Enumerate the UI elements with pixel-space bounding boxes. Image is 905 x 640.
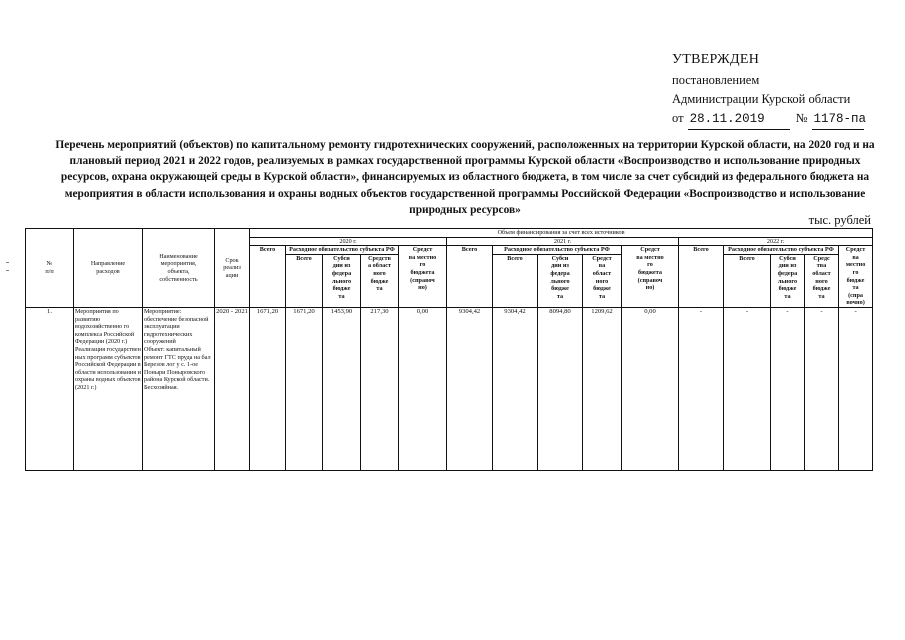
year-2022-header: 2022 г. bbox=[679, 237, 873, 246]
cell-2022-local: - bbox=[839, 307, 873, 470]
regional-2022-header: Средс тва област ного бюдже та bbox=[805, 254, 839, 307]
col-direction-header: Направление расходов bbox=[74, 229, 143, 308]
col-name-header: Наименование мероприятия, объекта, собственность bbox=[143, 229, 215, 308]
cell-2021-subtotal: 9304,42 bbox=[493, 307, 538, 470]
cell-2021-regional: 1209,62 bbox=[583, 307, 622, 470]
approval-date-line bbox=[672, 109, 897, 130]
cell-2020-federal: 1453,90 bbox=[323, 307, 361, 470]
total-2020-header: Всего bbox=[250, 246, 286, 308]
local-2022-header: Средст ва местно го бюдже та (спра вочно) bbox=[839, 246, 873, 308]
row-name: Мероприятие: обеспечение безопасной эксплуатации гидротехнических сооружений Объект: капитальный ремонт ГТС пруда на бал Березов лог у с. 1-ое Поныри Поныровского района Курской области. Бесхозяйная. bbox=[143, 307, 215, 470]
cell-2022-subtotal: - bbox=[724, 307, 771, 470]
document-title: Перечень мероприятий (объектов) по капитальному ремонту гидротехнических сооружений, расположенных на территории Курской области, на 2020 год и на плановый период 2021 и 2022 годов, реализуемых в рамках государственной программы Курской области «Воспроизводство и использование природных ресурсов, охрана окружающей среды в Курской области», финансируемых из областного бюджета, в том числе за счет субсидий из федерального бюджета на мероприятия в области использования и охраны водных объектов государственной программы Российской Федерации «Воспроизводство и использование природных ресурсов» bbox=[55, 139, 875, 216]
financing-table bbox=[25, 228, 873, 471]
table-row bbox=[26, 307, 873, 470]
decree-date: 28.11.2019 bbox=[688, 110, 790, 130]
approval-line-administration: Администрации Курской области bbox=[672, 92, 851, 106]
cell-2022-regional: - bbox=[805, 307, 839, 470]
cell-2021-federal: 8094,80 bbox=[538, 307, 583, 470]
margin-mark bbox=[6, 270, 9, 271]
cell-2021-local: 0,00 bbox=[622, 307, 679, 470]
col-num-header: № п/п bbox=[26, 229, 74, 308]
margin-mark bbox=[6, 262, 9, 263]
local-2020-header: Средст ва местно го бюджета (справоч но) bbox=[399, 246, 447, 308]
cell-2020-total: 1671,20 bbox=[250, 307, 286, 470]
subtotal-2020-header: Всего bbox=[286, 254, 323, 307]
total-2022-header: Всего bbox=[679, 246, 724, 308]
row-num: 1. bbox=[26, 307, 74, 470]
approval-line-decree: постановлением bbox=[672, 73, 760, 87]
approval-status: УТВЕРЖДЕН bbox=[672, 52, 760, 67]
units-label: тыс. рублей bbox=[808, 213, 871, 227]
header-row-volume bbox=[26, 229, 873, 238]
local-2021-header: Средст ва местно го бюджета (справоч но) bbox=[622, 246, 679, 308]
regional-2021-header: Средст ва област ного бюдже та bbox=[583, 254, 622, 307]
subtotal-2022-header: Всего bbox=[724, 254, 771, 307]
federal-2020-header: Субси дии из федера льного бюдже та bbox=[323, 254, 361, 307]
total-2021-header: Всего bbox=[447, 246, 493, 308]
obligation-2021-header: Расходное обязательство субъекта РФ bbox=[493, 246, 622, 255]
regional-2020-header: Средств а област ного бюдже та bbox=[361, 254, 399, 307]
obligation-2022-header: Расходное обязательство субъекта РФ bbox=[724, 246, 839, 255]
subtotal-2021-header: Всего bbox=[493, 254, 538, 307]
decree-number: 1178-па bbox=[812, 110, 864, 130]
cell-2022-total: - bbox=[679, 307, 724, 470]
year-2021-header: 2021 г. bbox=[447, 237, 679, 246]
year-2020-header: 2020 г. bbox=[250, 237, 447, 246]
cell-2020-subtotal: 1671,20 bbox=[286, 307, 323, 470]
date-prefix: от bbox=[672, 111, 684, 125]
cell-2022-federal: - bbox=[771, 307, 805, 470]
row-direction: Мероприятия по развитию водохозяйственно го комплекса Российской Федерации (2020 г.) Реализация государствен ных программ субъектов Российской Федерации в области использования и охраны водных объектов (2021 г.) bbox=[74, 307, 143, 470]
approval-block bbox=[672, 52, 897, 130]
obligation-2020-header: Расходное обязательство субъекта РФ bbox=[286, 246, 399, 255]
federal-2022-header: Субси дии из федера льного бюдже та bbox=[771, 254, 805, 307]
number-prefix: № bbox=[795, 111, 808, 125]
cell-2021-total: 9304,42 bbox=[447, 307, 493, 470]
volume-header: Объем финансирования за счет всех источников bbox=[250, 229, 873, 238]
cell-2020-local: 0,00 bbox=[399, 307, 447, 470]
cell-2020-regional: 217,30 bbox=[361, 307, 399, 470]
federal-2021-header: Субси дии из федера льного бюдже та bbox=[538, 254, 583, 307]
col-term-header: Срок реализ ации bbox=[215, 229, 250, 308]
row-term: 2020 - 2021 bbox=[215, 307, 250, 470]
